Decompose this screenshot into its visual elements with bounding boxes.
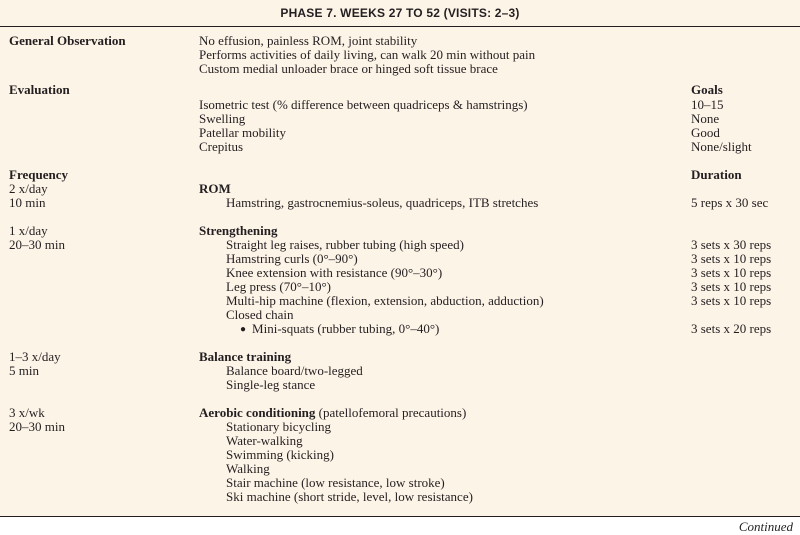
aerobic-exercise: Walking [226, 461, 270, 476]
aerobic-heading-line [199, 405, 466, 420]
rom-heading: ROM [199, 181, 231, 196]
aerobic-exercise: Swimming (kicking) [226, 447, 334, 462]
strengthening-dose: 3 sets x 30 reps [691, 237, 772, 252]
aerobic-duration-time: 20–30 min [9, 419, 65, 434]
mini-squats-item [240, 321, 439, 336]
bullet-icon: ● [240, 324, 247, 335]
balance-heading: Balance training [199, 349, 292, 364]
evaluation-test: Swelling [199, 111, 246, 126]
duration-header: Duration [691, 167, 742, 182]
observation-line: Performs activities of daily living, can walk 20 min without pain [199, 47, 536, 62]
strengthening-heading: Strengthening [199, 223, 278, 238]
evaluation-test: Patellar mobility [199, 125, 287, 140]
balance-exercise: Single-leg stance [226, 377, 316, 392]
balance-duration-time: 5 min [9, 363, 39, 378]
rom-exercise: Hamstring, gastrocnemius-soleus, quadriceps, ITB stretches [226, 195, 539, 210]
rom-duration-time: 10 min [9, 195, 46, 210]
rom-frequency: 2 x/day [9, 181, 48, 196]
bottom-rule [0, 516, 800, 517]
strengthening-dose: 3 sets x 10 reps [691, 251, 772, 266]
aerobic-exercise: Stationary bicycling [226, 419, 332, 434]
aerobic-exercise: Ski machine (short stride, level, low resistance) [226, 489, 473, 504]
general-observation-label: General Observation [9, 33, 126, 48]
strengthening-dose: 3 sets x 10 reps [691, 265, 772, 280]
rom-dose: 5 reps x 30 sec [691, 195, 769, 210]
strengthening-exercise: Hamstring curls (0°–90°) [226, 251, 358, 266]
evaluation-goal: None/slight [691, 139, 752, 154]
evaluation-label: Evaluation [9, 82, 70, 97]
mini-squats-name: Mini-squats (rubber tubing, 0°–40°) [252, 321, 440, 336]
aerobic-frequency: 3 x/wk [9, 405, 45, 420]
strengthening-dose: 3 sets x 10 reps [691, 279, 772, 294]
strengthening-exercise: Leg press (70°–10°) [226, 279, 331, 294]
mini-squats-dose: 3 sets x 20 reps [691, 321, 772, 336]
evaluation-test: Isometric test (% difference between quadriceps & hamstrings) [199, 97, 528, 112]
table-title: PHASE 7. WEEKS 27 TO 52 (VISITS: 2–3) [0, 0, 800, 27]
frequency-header: Frequency [9, 167, 68, 182]
strengthening-exercise: Knee extension with resistance (90°–30°) [226, 265, 443, 280]
aerobic-exercise: Water-walking [226, 433, 303, 448]
strengthening-exercise: Straight leg raises, rubber tubing (high speed) [226, 237, 464, 252]
evaluation-goal: None [691, 111, 720, 126]
strengthening-exercise: Multi-hip machine (flexion, extension, abduction, adduction) [226, 293, 544, 308]
balance-exercise: Balance board/two-legged [226, 363, 363, 378]
strengthening-duration-time: 20–30 min [9, 237, 65, 252]
evaluation-goal: 10–15 [691, 97, 724, 112]
balance-frequency: 1–3 x/day [9, 349, 61, 364]
aerobic-heading: Aerobic conditioning [199, 405, 316, 420]
aerobic-heading-note: (patellofemoral precautions) [318, 405, 467, 420]
goals-header: Goals [691, 82, 723, 97]
evaluation-test: Crepitus [199, 139, 244, 154]
closed-chain-label: Closed chain [226, 307, 294, 322]
aerobic-exercise: Stair machine (low resistance, low stroke) [226, 475, 445, 490]
observation-line: No effusion, painless ROM, joint stability [199, 33, 418, 48]
evaluation-goal: Good [691, 125, 720, 140]
continued-note: Continued [738, 519, 793, 534]
strengthening-dose: 3 sets x 10 reps [691, 293, 772, 308]
strengthening-frequency: 1 x/day [9, 223, 48, 238]
observation-line: Custom medial unloader brace or hinged soft tissue brace [199, 61, 498, 76]
